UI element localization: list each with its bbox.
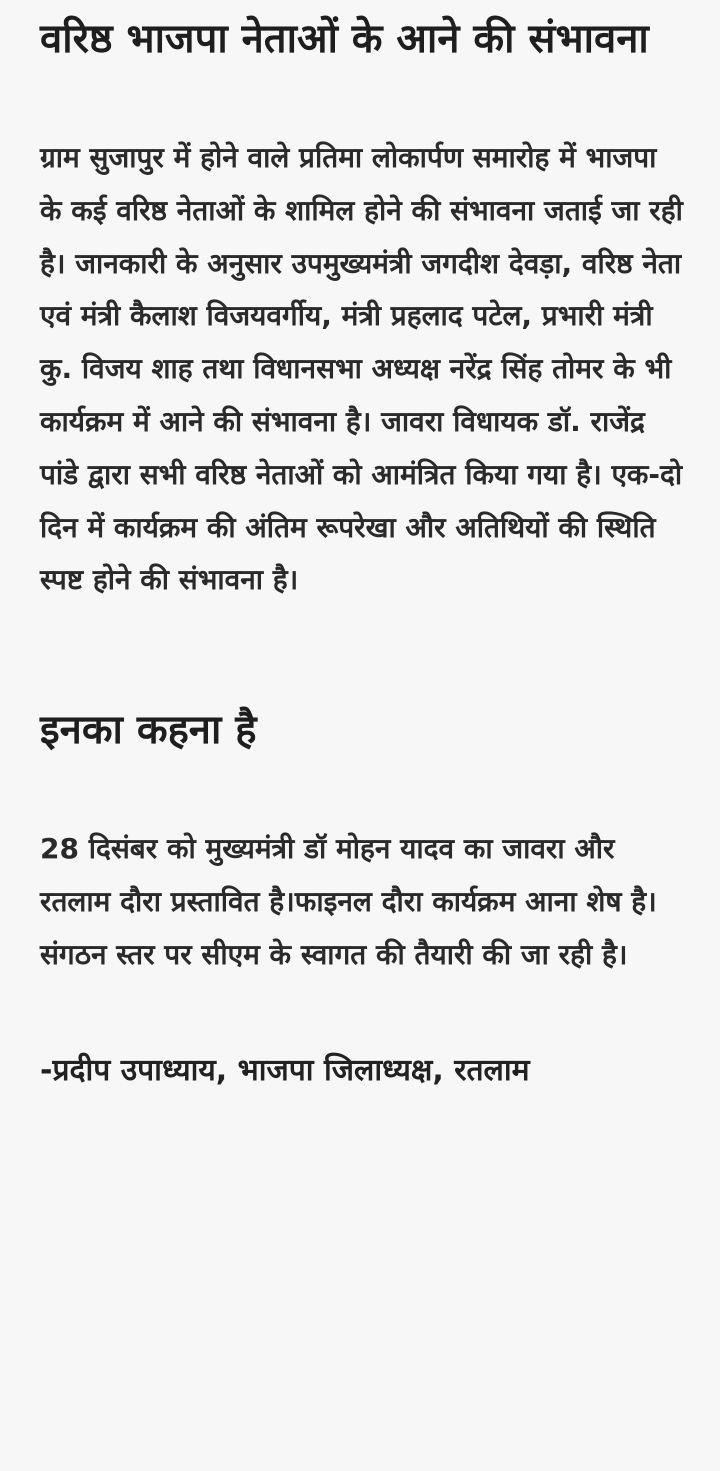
section-heading-statement: इनका कहना है bbox=[40, 707, 257, 754]
paragraph-event-details: ग्राम सुजापुर में होने वाले प्रतिमा लोकार्पण समारोह में भाजपा के कई वरिष्ठ नेताओं के शामिल होने की संभावना जताई जा रही है। जानकारी के अनुसार उपमुख्यमंत्री जगदीश देवड़ा, वरिष्ठ नेता एवं मंत्री कैलाश विजयवर्गीय, मंत्री प्रहलाद पटेल, प्रभारी मंत्री कु. विजय शाह तथा विधानसभा अध्यक्ष नरेंद्र सिंह तोमर के भी कार्यक्रम में आने की संभावना है। जावरा विधायक डॉ. राजेंद्र पांडे द्वारा सभी वरिष्ठ नेताओं को आमंत्रित किया गया है। एक-दो दिन में कार्यक्रम की अंतिम रूपरेखा और अतिथियों की स्थिति स्पष्ट होने की संभावना है। bbox=[40, 141, 683, 597]
quote-attribution: -प्रदीप उपाध्याय, भाजपा जिलाध्यक्ष, रतलाम bbox=[40, 1052, 530, 1088]
paragraph-cm-visit: 28 दिसंबर को मुख्यमंत्री डॉ मोहन यादव का जावरा और रतलाम दौरा प्रस्तावित है।फाइनल दौरा कार्यक्रम आना शेष है। संगठन स्तर पर सीएम के स्वागत की तैयारी की जा रही है। bbox=[40, 832, 657, 971]
section-heading-senior-leaders: वरिष्ठ भाजपा नेताओं के आने की संभावना bbox=[40, 16, 649, 62]
